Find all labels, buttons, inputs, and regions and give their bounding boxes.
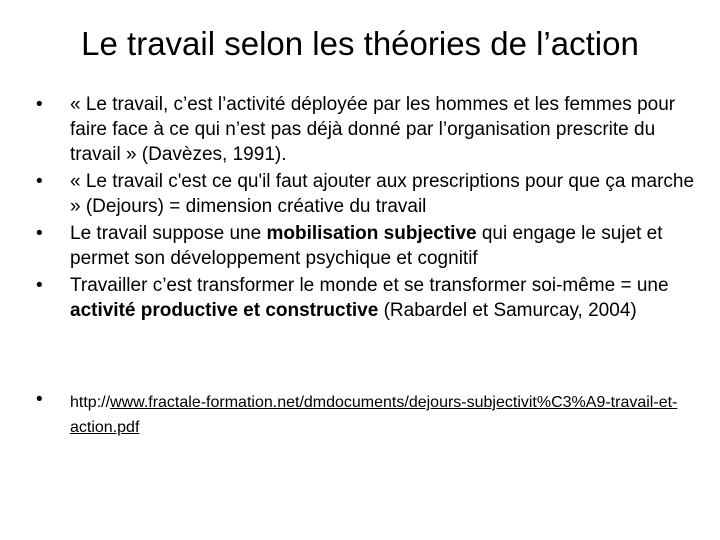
bullet-emphasis: activité productive et constructive — [70, 300, 379, 321]
bullet-dot-icon: • — [36, 389, 43, 410]
link-prefix: http:// — [70, 394, 111, 411]
bullet-text: « Le travail c'est ce qu'il faut ajouter aux prescriptions pour que ça marche » (Dejours) = dimension créative du travail — [70, 171, 695, 217]
slide-title: Le travail selon les théories de l’action — [81, 25, 639, 62]
bullet-item-dejours-quote — [36, 169, 696, 219]
bullet-item-mobilisation — [36, 221, 696, 271]
bullet-dot-icon: • — [36, 275, 43, 296]
bullet-emphasis: mobilisation subjective — [266, 223, 477, 244]
bullet-dot-icon: • — [36, 171, 43, 192]
bullet-text: « Le travail, c’est l’activité déployée par les hommes et les femmes pour faire face à ce qui n’est pas déjà donné par l’organisation prescrite du travail » (Davèzes, 1991). — [70, 94, 676, 165]
bullet-text — [70, 394, 677, 436]
bullet-text-start: Le travail suppose une — [70, 223, 267, 244]
bullet-text-start: Travailler c’est transformer le monde et se transformer soi-même = une — [70, 275, 669, 296]
bullet-dot-icon: • — [36, 94, 43, 115]
bullet-item-transformer — [36, 273, 696, 323]
bullet-text-end: (Rabardel et Samurcay, 2004) — [378, 300, 637, 321]
bullet-dot-icon: • — [36, 223, 43, 244]
bullet-item-link — [36, 389, 696, 439]
bullet-text-end: qui engage le sujet et permet son développement psychique et cognitif — [70, 223, 663, 269]
bullet-text — [70, 223, 663, 269]
bullet-item-davezes-quote — [36, 92, 696, 167]
bullet-list — [36, 92, 696, 439]
bullet-text — [70, 275, 669, 321]
source-link[interactable]: www.fractale-formation.net/dmdocuments/dejours-subjectivit%C3%A9-travail-et-action.pdf — [70, 394, 678, 436]
